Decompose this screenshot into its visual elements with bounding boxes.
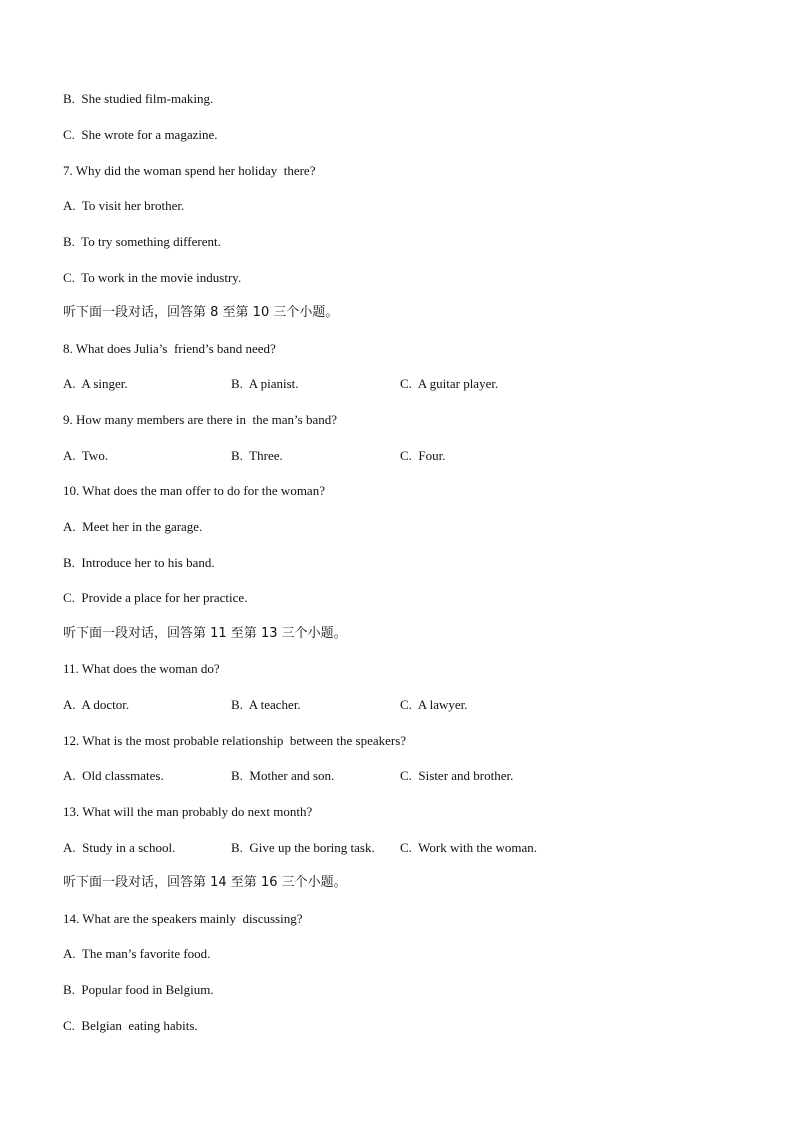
q6-option-b: B. She studied film-making.	[63, 91, 214, 106]
q7-option-a: A. To visit her brother.	[63, 198, 185, 213]
q6-option-c: C. She wrote for a magazine.	[63, 127, 218, 142]
q13-question: 13. What will the man probably do next month?	[63, 804, 313, 819]
q7-question: 7. Why did the woman spend her holiday there?	[63, 163, 316, 178]
q12-option-c: C. Sister and brother.	[400, 768, 514, 783]
q8-question: 8. What does Julia’s friend’s band need?	[63, 341, 276, 356]
q10-question: 10. What does the man offer to do for the woman?	[63, 483, 325, 498]
q13-option-c: C. Work with the woman.	[400, 840, 538, 855]
q11-option-c: C. A lawyer.	[400, 697, 468, 712]
q10-option-a: A. Meet her in the garage.	[63, 519, 203, 534]
q10-option-c: C. Provide a place for her practice.	[63, 590, 248, 605]
q14-question: 14. What are the speakers mainly discussing?	[63, 911, 303, 926]
section-header-14-16: 听下面一段对话，回答第 14 至第 16 三个小题。	[63, 875, 347, 890]
section-header-11-13: 听下面一段对话，回答第 11 至第 13 三个小题。	[63, 626, 347, 641]
section-header-8-10: 听下面一段对话，回答第 8 至第 10 三个小题。	[63, 305, 339, 320]
q7-option-c: C. To work in the movie industry.	[63, 270, 242, 285]
q7-option-b: B. To try something different.	[63, 234, 221, 249]
q9-option-b: B. Three.	[231, 448, 283, 463]
q11-question: 11. What does the woman do?	[63, 661, 220, 676]
q14-option-c: C. Belgian eating habits.	[63, 1018, 198, 1033]
q14-option-b: B. Popular food in Belgium.	[63, 982, 214, 997]
q9-option-a: A. Two.	[63, 448, 109, 463]
q9-option-c: C. Four.	[400, 448, 446, 463]
q13-option-a: A. Study in a school.	[63, 840, 176, 855]
q8-option-b: B. A pianist.	[231, 376, 299, 391]
q8-option-a: A. A singer.	[63, 376, 128, 391]
q11-option-a: A. A doctor.	[63, 697, 130, 712]
q12-option-b: B. Mother and son.	[231, 768, 335, 783]
q12-option-a: A. Old classmates.	[63, 768, 164, 783]
q9-question: 9. How many members are there in the man’s band?	[63, 412, 337, 427]
q10-option-b: B. Introduce her to his band.	[63, 555, 215, 570]
q12-question: 12. What is the most probable relationship between the speakers?	[63, 733, 407, 748]
q8-option-c: C. A guitar player.	[400, 376, 499, 391]
q14-option-a: A. The man’s favorite food.	[63, 946, 211, 961]
q11-option-b: B. A teacher.	[231, 697, 301, 712]
q13-option-b: B. Give up the boring task.	[231, 840, 375, 855]
